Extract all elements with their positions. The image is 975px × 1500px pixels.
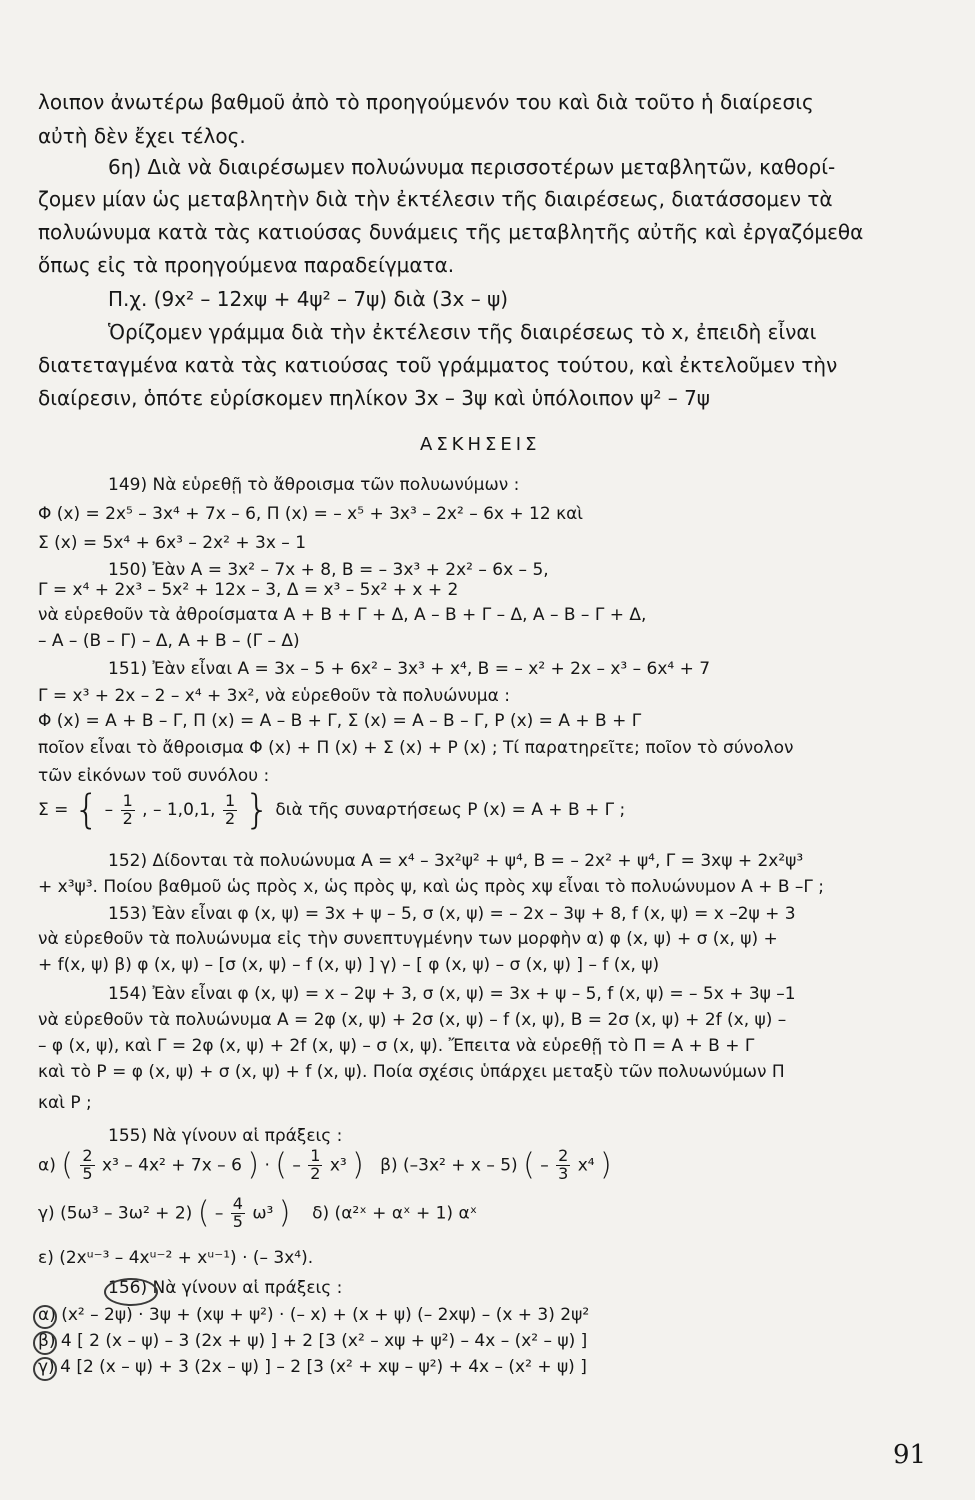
ex149-line-2: Φ (x) = 2x⁵ – 3x⁴ + 7x – 6, Π (x) = – x⁵ + 3x³ – 2x² – 6x + 12 καὶ: [38, 504, 584, 524]
pencil-circle-mark: [33, 1305, 57, 1329]
ex155-a2-num: 1: [310, 1146, 321, 1165]
ex155-a-close: ): [247, 1147, 260, 1183]
ex151-set-line: [38, 787, 626, 833]
ex150-line-2: Γ = x⁴ + 2x³ – 5x² + 12x – 3, Δ = x³ – 5x² + x + 2: [38, 580, 459, 600]
ex153-line-1: 153) Ἐὰν εἶναι φ (x, ψ) = 3x + ψ – 5, σ (x, ψ) = – 2x – 3ψ + 8, f (x, ψ) = x –2ψ + 3: [108, 904, 796, 924]
ex155-a-body: x³ – 4x² + 7x – 6: [101, 1155, 242, 1176]
ex155-g-fraction: [231, 1196, 245, 1231]
ex155-b-label: β) (–3x² + x – 5): [380, 1155, 518, 1176]
ex155-b-open: (: [523, 1147, 535, 1183]
ex155-g-num: 4: [232, 1194, 243, 1213]
ex154-line-2: νὰ εὑρεθοῦν τὰ πολυώνυμα A = 2φ (x, ψ) + 2σ (x, ψ) – f (x, ψ), B = 2σ (x, ψ) + 2f (x, ψ) –: [38, 1010, 787, 1030]
ex153-line-3: + f(x, ψ) β) φ (x, ψ) – [σ (x, ψ) – f (x, ψ) ] γ) – [ φ (x, ψ) – σ (x, ψ) ] – f (x, ψ): [38, 955, 660, 975]
ex155-a-dot: ·: [264, 1155, 270, 1176]
set-frac1-num: 1: [122, 790, 133, 810]
ex156-a: α) (x² – 2ψ) · 3ψ + (xψ + ψ²) · (– x) + (x + ψ) (– 2xψ) – (x + 3) 2ψ²: [38, 1305, 590, 1325]
set-tail: διὰ τῆς συναρτήσεως P (x) = A + B + Γ ;: [275, 800, 626, 820]
ex151-line-2: Γ = x³ + 2x – 2 – x⁴ + 3x², νὰ εὑρεθοῦν τὰ πολυώνυμα :: [38, 686, 510, 706]
ex155-a2-body: x³: [329, 1155, 347, 1176]
ex155-a2-open: (: [275, 1147, 287, 1183]
set-lhs: Σ =: [38, 800, 69, 820]
example-line-1: Π.χ. (9x² – 12xψ + 4ψ² – 7ψ) διὰ (3x – ψ): [108, 287, 509, 311]
rule6-line-3: πολυώνυμα κατὰ τὰς κατιούσας δυνάμεις τῆς μεταβλητῆς αὐτῆς καὶ ἐργαζόμεθα: [38, 220, 864, 244]
ex151-line-1: 151) Ἐὰν εἶναι A = 3x – 5 + 6x² – 3x³ + x⁴, B = – x² + 2x – x³ – 6x⁴ + 7: [108, 659, 711, 679]
rule6-line-1: 6η) Διὰ νὰ διαιρέσωμεν πολυώνυμα περισσοτέρων μεταβλητῶν, καθορί-: [108, 155, 836, 179]
intro-line-2: αὐτὴ δὲν ἔχει τέλος.: [38, 124, 246, 148]
ex155-a2-fraction: [308, 1148, 322, 1183]
set-minus: –: [104, 800, 114, 820]
ex155-b-fraction: [556, 1148, 570, 1183]
ex150-line-3: νὰ εὑρεθοῦν τὰ ἀθροίσματα A + B + Γ + Δ, A – B + Γ – Δ, A – B – Γ + Δ,: [38, 605, 647, 625]
set-frac2-num: 1: [224, 790, 236, 810]
ex155-a2-minus: –: [292, 1155, 301, 1176]
intro-line-1: λοιπον ἀνωτέρω βαθμοῦ ἀπὸ τὸ προηγούμενόν του καὶ διὰ τοῦτο ἡ διαίρεσις: [38, 90, 814, 114]
ex155-b-num: 2: [558, 1146, 569, 1165]
pencil-circle-mark: [33, 1357, 57, 1381]
ex155-g-open: (: [197, 1195, 210, 1231]
rule6-line-4: ὅπως εἰς τὰ προηγούμενα παραδείγματα.: [38, 253, 455, 277]
ex155-b-den: 3: [558, 1163, 569, 1183]
ex155-row-ab: [38, 1148, 612, 1183]
ex151-line-3: Φ (x) = A + B – Γ, Π (x) = A – B + Γ, Σ (x) = A – B – Γ, P (x) = A + B + Γ: [38, 711, 642, 731]
ex155-a-fraction: [80, 1148, 94, 1183]
ex155-g-minus: –: [214, 1203, 224, 1224]
ex151-line-5: τῶν εἰκόνων τοῦ συνόλου :: [38, 766, 270, 786]
set-middle: , – 1,0,1,: [142, 800, 216, 820]
ex155-a-label: α): [38, 1155, 56, 1176]
ex155-g-body: ω³: [252, 1203, 274, 1224]
ex155-row-e: ε) (2xᵘ⁻³ – 4xᵘ⁻² + xᵘ⁻¹) · (– 3x⁴).: [38, 1248, 314, 1268]
ex150-line-1: 150) Ἐὰν A = 3x² – 7x + 8, B = – 3x³ + 2x² – 6x – 5,: [108, 560, 549, 580]
page-number: 91: [893, 1440, 927, 1470]
ex154-line-4: καὶ τὸ P = φ (x, ψ) + σ (x, ψ) + f (x, ψ). Ποία σχέσις ὑπάρχει μεταξὺ τῶν πολυωνύμων Π: [38, 1062, 785, 1082]
exercises-heading: ΑΣΚΗΣΕΙΣ: [420, 434, 541, 455]
set-frac2-den: 2: [224, 808, 236, 828]
ex151-line-4: ποῖον εἶναι τὸ ἄθροισμα Φ (x) + Π (x) + Σ (x) + P (x) ; Τί παρατηρεῖτε; ποῖον τὸ σύνολον: [38, 738, 794, 758]
ex155-a-num: 2: [82, 1146, 93, 1165]
example-line-2: Ὁρίζομεν γράμμα διὰ τὴν ἐκτέλεσιν τῆς διαιρέσεως τὸ x, ἐπειδὴ εἶναι: [108, 320, 817, 344]
set-fraction-1: [121, 790, 135, 828]
ex155-g-den: 5: [232, 1211, 243, 1231]
set-open-brace: {: [73, 787, 100, 833]
ex155-a-den: 5: [82, 1163, 93, 1183]
ex155-a2-close: ): [352, 1147, 364, 1183]
ex155-b-body: x⁴: [577, 1155, 595, 1176]
ex156-b: β) 4 [ 2 (x – ψ) – 3 (2x + ψ) ] + 2 [3 (x² – xψ + ψ²) – 4x – (x² – ψ) ]: [38, 1331, 588, 1351]
example-line-3: διατεταγμένα κατὰ τὰς κατιούσας τοῦ γράμματος τούτου, καὶ ἐκτελοῦμεν τὴν: [38, 353, 838, 377]
ex155-a-open: (: [61, 1147, 73, 1183]
ex155-line-1: 155) Νὰ γίνουν αἱ πράξεις :: [108, 1126, 343, 1146]
ex149-line-3: Σ (x) = 5x⁴ + 6x³ – 2x² + 3x – 1: [38, 533, 307, 553]
ex155-a2-den: 2: [310, 1163, 321, 1183]
ex149-line-1: 149) Νὰ εὑρεθῇ τὸ ἄθροισμα τῶν πολυωνύμων :: [108, 475, 520, 495]
ex155-g-close: ): [278, 1195, 291, 1231]
ex152-line-1: 152) Δίδονται τὰ πολυώνυμα A = x⁴ – 3x²ψ² + ψ⁴, B = – 2x² + ψ⁴, Γ = 3xψ + 2x²ψ³: [108, 851, 804, 871]
ex155-b-close: ): [600, 1147, 612, 1183]
pencil-circle-mark: [33, 1331, 57, 1355]
ex154-line-5: καὶ P ;: [38, 1093, 92, 1113]
ex155-row-gd: [38, 1196, 477, 1231]
pencil-circle-mark: [104, 1278, 158, 1306]
ex153-line-2: νὰ εὑρεθοῦν τὰ πολυώνυμα εἰς τὴν συνεπτυγμένην των μορφὴν α) φ (x, ψ) + σ (x, ψ) +: [38, 929, 778, 949]
ex155-g-label: γ) (5ω³ – 3ω² + 2): [38, 1203, 193, 1224]
ex156-line-1: 156) Νὰ γίνουν αἱ πράξεις :: [108, 1278, 343, 1298]
rule6-line-2: ζομεν μίαν ὡς μεταβλητὴν διὰ τὴν ἐκτέλεσιν τῆς διαιρέσεως, διατάσσομεν τὰ: [38, 187, 833, 211]
set-frac1-den: 2: [122, 808, 133, 828]
example-line-4: διαίρεσιν, ὁπότε εὑρίσκομεν πηλίκον 3x – 3ψ καὶ ὑπόλοιπον ψ² – 7ψ: [38, 386, 710, 410]
ex150-line-4: – A – (B – Γ) – Δ, A + B – (Γ – Δ): [38, 631, 300, 651]
ex154-line-3: – φ (x, ψ), καὶ Γ = 2φ (x, ψ) + 2f (x, ψ) – σ (x, ψ). Ἔπειτα νὰ εὑρεθῇ τὸ Π = A + B + Γ: [38, 1036, 755, 1056]
ex152-line-2: + x³ψ³. Ποίου βαθμοῦ ὡς πρὸς x, ὡς πρὸς ψ, καὶ ὡς πρὸς xψ εἶναι τὸ πολυώνυμον A + B –Γ ;: [38, 877, 824, 897]
ex155-b-minus: –: [540, 1155, 549, 1176]
set-close-brace: }: [244, 787, 270, 833]
ex154-line-1: 154) Ἐὰν εἶναι φ (x, ψ) = x – 2ψ + 3, σ (x, ψ) = 3x + ψ – 5, f (x, ψ) = – 5x + 3ψ –1: [108, 984, 796, 1004]
ex156-c: γ) 4 [2 (x – ψ) + 3 (2x – ψ) ] – 2 [3 (x² + xψ – ψ²) + 4x – (x² + ψ) ]: [38, 1357, 587, 1377]
ex155-d-label: δ) (α²ˣ + αˣ + 1) αˣ: [312, 1203, 478, 1224]
set-fraction-2: [223, 790, 237, 828]
